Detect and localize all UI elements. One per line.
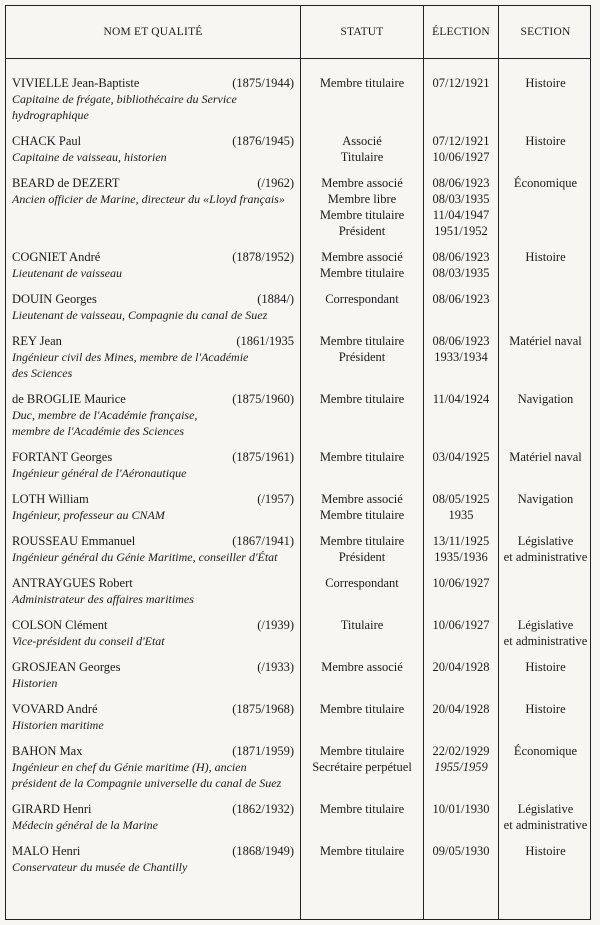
member-name: GROSJEAN Georges bbox=[12, 660, 121, 674]
member-name: CHACK Paul bbox=[12, 134, 82, 148]
election-date: 1935 bbox=[448, 508, 474, 522]
cell-election bbox=[424, 249, 498, 281]
section-value: Navigation bbox=[517, 392, 574, 406]
member-name: GIRARD Henri bbox=[12, 802, 92, 816]
member-name: ANTRAYGUES Robert bbox=[12, 576, 133, 590]
status-value: Membre titulaire bbox=[319, 844, 405, 858]
cell-status bbox=[301, 133, 423, 165]
cell-name-quality bbox=[12, 291, 294, 323]
status-value: Président bbox=[338, 350, 386, 364]
member-qualification: Vice-président du conseil d'Etat bbox=[12, 634, 165, 648]
cell-section bbox=[499, 491, 591, 507]
cell-status bbox=[301, 843, 423, 859]
cell-status bbox=[301, 575, 423, 591]
member-dates: (/1939) bbox=[257, 618, 294, 632]
cell-status bbox=[301, 659, 423, 675]
cell-election bbox=[424, 659, 498, 675]
status-value: Membre titulaire bbox=[319, 508, 405, 522]
cell-status bbox=[301, 391, 423, 407]
name-line bbox=[12, 133, 294, 149]
election-date: 11/04/1947 bbox=[432, 208, 490, 222]
election-date: 10/06/1927 bbox=[432, 150, 490, 164]
cell-election bbox=[424, 617, 498, 633]
election-date: 08/06/1923 bbox=[432, 176, 490, 190]
cell-election bbox=[424, 533, 498, 565]
cell-name-quality bbox=[12, 743, 294, 791]
election-date: 1955/1959 bbox=[434, 760, 488, 774]
status-value: Membre titulaire bbox=[319, 534, 405, 548]
section-value: Histoire bbox=[525, 844, 566, 858]
member-dates: (1861/1935 bbox=[236, 334, 294, 348]
member-qualification: Duc, membre de l'Académie française, bbox=[12, 408, 198, 422]
section-value: Histoire bbox=[525, 76, 566, 90]
cell-election bbox=[424, 801, 498, 817]
section-value: Législative bbox=[517, 534, 574, 548]
cell-election bbox=[424, 391, 498, 407]
election-date: 1935/1936 bbox=[434, 550, 488, 564]
table-row bbox=[6, 743, 590, 801]
table-row bbox=[6, 659, 590, 701]
member-dates: (1868/1949) bbox=[232, 844, 294, 858]
section-value: Législative bbox=[517, 618, 574, 632]
cell-name-quality bbox=[12, 133, 294, 165]
section-value: Histoire bbox=[525, 660, 566, 674]
member-qualification: hydrographique bbox=[12, 108, 89, 122]
member-qualification: Ingénieur général du Génie Maritime, conseiller d'État bbox=[12, 550, 278, 564]
cell-status bbox=[301, 175, 423, 239]
election-date: 1933/1934 bbox=[434, 350, 488, 364]
cell-election bbox=[424, 575, 498, 591]
name-line bbox=[12, 291, 294, 307]
section-value: et administrative bbox=[503, 550, 588, 564]
member-name: BAHON Max bbox=[12, 744, 83, 758]
status-value: Président bbox=[338, 224, 386, 238]
election-date: 08/06/1923 bbox=[432, 334, 490, 348]
cell-name-quality bbox=[12, 801, 294, 833]
table-row bbox=[6, 391, 590, 449]
member-name: VIVIELLE Jean-Baptiste bbox=[12, 76, 140, 90]
status-value: Membre associé bbox=[321, 660, 403, 674]
name-line bbox=[12, 175, 294, 191]
member-qualification: Historien maritime bbox=[12, 718, 104, 732]
cell-name-quality bbox=[12, 333, 294, 381]
section-value: Matériel naval bbox=[509, 334, 582, 348]
section-value: Économique bbox=[513, 744, 578, 758]
section-value: et administrative bbox=[503, 634, 588, 648]
cell-status bbox=[301, 333, 423, 365]
name-line bbox=[12, 75, 294, 91]
name-line bbox=[12, 701, 294, 717]
member-qualification: Lieutenant de vaisseau bbox=[12, 266, 122, 280]
member-dates: (1875/1944) bbox=[232, 76, 294, 90]
cell-name-quality bbox=[12, 575, 294, 607]
section-value: Navigation bbox=[517, 492, 574, 506]
member-qualification: Ancien officier de Marine, directeur du «Lloyd français» bbox=[12, 192, 285, 206]
member-qualification: des Sciences bbox=[12, 366, 73, 380]
election-date: 07/12/1921 bbox=[432, 134, 490, 148]
table-row bbox=[6, 701, 590, 743]
membership-table bbox=[5, 5, 591, 920]
name-line bbox=[12, 533, 294, 549]
member-dates: (1875/1968) bbox=[232, 702, 294, 716]
member-dates: (1875/1961) bbox=[232, 450, 294, 464]
cell-status bbox=[301, 533, 423, 565]
status-value: Membre libre bbox=[327, 192, 397, 206]
cell-name-quality bbox=[12, 533, 294, 565]
cell-election bbox=[424, 701, 498, 717]
status-value: Membre titulaire bbox=[319, 266, 405, 280]
status-value: Membre associé bbox=[321, 492, 403, 506]
cell-name-quality bbox=[12, 391, 294, 439]
cell-section bbox=[499, 75, 591, 91]
election-date: 07/12/1921 bbox=[432, 76, 490, 90]
table-row bbox=[6, 291, 590, 333]
status-value: Président bbox=[338, 550, 386, 564]
cell-section bbox=[499, 801, 591, 833]
election-date: 08/03/1935 bbox=[432, 266, 490, 280]
header-status: STATUT bbox=[340, 26, 384, 38]
status-value: Correspondant bbox=[325, 576, 399, 590]
cell-name-quality bbox=[12, 701, 294, 733]
status-value: Membre titulaire bbox=[319, 744, 405, 758]
status-value: Titulaire bbox=[340, 618, 384, 632]
status-value: Membre associé bbox=[321, 250, 403, 264]
table-row bbox=[6, 333, 590, 391]
status-value: Correspondant bbox=[325, 292, 399, 306]
member-dates: (/1962) bbox=[257, 176, 294, 190]
header-section: SECTION bbox=[520, 26, 571, 38]
election-date: 08/05/1925 bbox=[432, 492, 490, 506]
election-date: 10/01/1930 bbox=[432, 802, 490, 816]
cell-section bbox=[499, 333, 591, 349]
section-value: Histoire bbox=[525, 702, 566, 716]
election-date: 03/04/1925 bbox=[432, 450, 490, 464]
cell-status bbox=[301, 701, 423, 717]
election-date: 08/06/1923 bbox=[432, 250, 490, 264]
status-value: Membre titulaire bbox=[319, 392, 405, 406]
cell-status bbox=[301, 491, 423, 523]
member-dates: (/1933) bbox=[257, 660, 294, 674]
member-qualification: Administrateur des affaires maritimes bbox=[12, 592, 194, 606]
status-value: Membre titulaire bbox=[319, 802, 405, 816]
status-value: Associé bbox=[342, 134, 382, 148]
cell-name-quality bbox=[12, 249, 294, 281]
cell-section bbox=[499, 175, 591, 191]
member-name: VOVARD André bbox=[12, 702, 98, 716]
cell-status bbox=[301, 801, 423, 817]
name-line bbox=[12, 743, 294, 759]
member-qualification: Médecin général de la Marine bbox=[12, 818, 158, 832]
table-row bbox=[6, 249, 590, 291]
status-value: Membre titulaire bbox=[319, 450, 405, 464]
name-line bbox=[12, 575, 294, 591]
member-qualification: membre de l'Académie des Sciences bbox=[12, 424, 185, 438]
table-row bbox=[6, 491, 590, 533]
member-dates: (1878/1952) bbox=[232, 250, 294, 264]
section-value: Matériel naval bbox=[509, 450, 582, 464]
member-dates: (/1957) bbox=[257, 492, 294, 506]
member-qualification: Lieutenant de vaisseau, Compagnie du canal de Suez bbox=[12, 308, 268, 322]
cell-section bbox=[499, 533, 591, 565]
election-date: 1951/1952 bbox=[434, 224, 488, 238]
member-name: REY Jean bbox=[12, 334, 62, 348]
election-date: 08/06/1923 bbox=[432, 292, 490, 306]
member-dates: (1884/) bbox=[257, 292, 294, 306]
name-line bbox=[12, 333, 294, 349]
election-date: 08/03/1935 bbox=[432, 192, 490, 206]
table-row bbox=[6, 843, 590, 885]
member-dates: (1867/1941) bbox=[232, 534, 294, 548]
table-header bbox=[6, 6, 590, 59]
member-qualification: Ingénieur en chef du Génie maritime (H), ancien bbox=[12, 760, 247, 774]
status-value: Titulaire bbox=[340, 150, 384, 164]
election-date: 10/06/1927 bbox=[432, 576, 490, 590]
member-qualification: Capitaine de frégate, bibliothécaire du Service bbox=[12, 92, 237, 106]
member-qualification: Ingénieur civil des Mines, membre de l'Académie bbox=[12, 350, 249, 364]
name-line bbox=[12, 249, 294, 265]
member-name: FORTANT Georges bbox=[12, 450, 113, 464]
member-dates: (1871/1959) bbox=[232, 744, 294, 758]
cell-status bbox=[301, 617, 423, 633]
cell-election bbox=[424, 333, 498, 365]
member-name: BEARD de DEZERT bbox=[12, 176, 120, 190]
member-qualification: Ingénieur, professeur au CNAM bbox=[12, 508, 165, 522]
cell-status bbox=[301, 75, 423, 91]
cell-status bbox=[301, 449, 423, 465]
table-row bbox=[6, 617, 590, 659]
status-value: Membre titulaire bbox=[319, 334, 405, 348]
cell-election bbox=[424, 133, 498, 165]
cell-election bbox=[424, 291, 498, 307]
cell-election bbox=[424, 491, 498, 523]
cell-section bbox=[499, 391, 591, 407]
section-value: et administrative bbox=[503, 818, 588, 832]
name-line bbox=[12, 843, 294, 859]
election-date: 20/04/1928 bbox=[432, 702, 490, 716]
member-qualification: Conservateur du musée de Chantilly bbox=[12, 860, 188, 874]
cell-section bbox=[499, 449, 591, 465]
cell-election bbox=[424, 843, 498, 859]
table-row bbox=[6, 801, 590, 843]
table-row bbox=[6, 575, 590, 617]
member-name: COLSON Clément bbox=[12, 618, 108, 632]
cell-status bbox=[301, 743, 423, 775]
table-row bbox=[6, 175, 590, 249]
table-body bbox=[6, 59, 590, 885]
cell-section bbox=[499, 843, 591, 859]
election-date: 10/06/1927 bbox=[432, 618, 490, 632]
name-line bbox=[12, 391, 294, 407]
cell-section bbox=[499, 659, 591, 675]
election-date: 13/11/1925 bbox=[432, 534, 490, 548]
member-name: de BROGLIE Maurice bbox=[12, 392, 126, 406]
table-row bbox=[6, 133, 590, 175]
status-value: Membre associé bbox=[321, 176, 403, 190]
cell-election bbox=[424, 743, 498, 775]
cell-section bbox=[499, 617, 591, 649]
member-qualification: Historien bbox=[12, 676, 58, 690]
header-election: ÉLECTION bbox=[432, 26, 490, 38]
member-qualification: Ingénieur général de l'Aéronautique bbox=[12, 466, 187, 480]
election-date: 11/04/1924 bbox=[432, 392, 490, 406]
member-dates: (1876/1945) bbox=[232, 134, 294, 148]
name-line bbox=[12, 617, 294, 633]
cell-name-quality bbox=[12, 175, 294, 207]
member-name: LOTH William bbox=[12, 492, 89, 506]
name-line bbox=[12, 801, 294, 817]
status-value: Secrétaire perpétuel bbox=[312, 760, 412, 774]
section-value: Histoire bbox=[525, 250, 566, 264]
status-value: Membre titulaire bbox=[319, 208, 405, 222]
member-qualification: Capitaine de vaisseau, historien bbox=[12, 150, 167, 164]
table-row bbox=[6, 75, 590, 133]
member-name: MALO Henri bbox=[12, 844, 81, 858]
name-line bbox=[12, 659, 294, 675]
cell-name-quality bbox=[12, 491, 294, 523]
section-value: Législative bbox=[517, 802, 574, 816]
section-value: Économique bbox=[513, 176, 578, 190]
election-date: 09/05/1930 bbox=[432, 844, 490, 858]
cell-election bbox=[424, 75, 498, 91]
member-qualification: président de la Compagnie universelle du canal de Suez bbox=[12, 776, 282, 790]
cell-section bbox=[499, 701, 591, 717]
table-row bbox=[6, 449, 590, 491]
status-value: Membre titulaire bbox=[319, 702, 405, 716]
member-dates: (1862/1932) bbox=[232, 802, 294, 816]
cell-name-quality bbox=[12, 75, 294, 123]
cell-section bbox=[499, 249, 591, 265]
cell-name-quality bbox=[12, 659, 294, 691]
cell-section bbox=[499, 743, 591, 759]
cell-name-quality bbox=[12, 843, 294, 875]
member-dates: (1875/1960) bbox=[232, 392, 294, 406]
section-value: Histoire bbox=[525, 134, 566, 148]
name-line bbox=[12, 491, 294, 507]
header-name-quality: NOM ET QUALITÉ bbox=[103, 26, 203, 38]
election-date: 20/04/1928 bbox=[432, 660, 490, 674]
name-line bbox=[12, 449, 294, 465]
cell-section bbox=[499, 133, 591, 149]
member-name: ROUSSEAU Emmanuel bbox=[12, 534, 136, 548]
cell-status bbox=[301, 249, 423, 281]
cell-election bbox=[424, 175, 498, 239]
cell-name-quality bbox=[12, 449, 294, 481]
cell-name-quality bbox=[12, 617, 294, 649]
cell-status bbox=[301, 291, 423, 307]
election-date: 22/02/1929 bbox=[432, 744, 490, 758]
status-value: Membre titulaire bbox=[319, 76, 405, 90]
member-name: DOUIN Georges bbox=[12, 292, 97, 306]
member-name: COGNIET André bbox=[12, 250, 101, 264]
table-row bbox=[6, 533, 590, 575]
cell-election bbox=[424, 449, 498, 465]
